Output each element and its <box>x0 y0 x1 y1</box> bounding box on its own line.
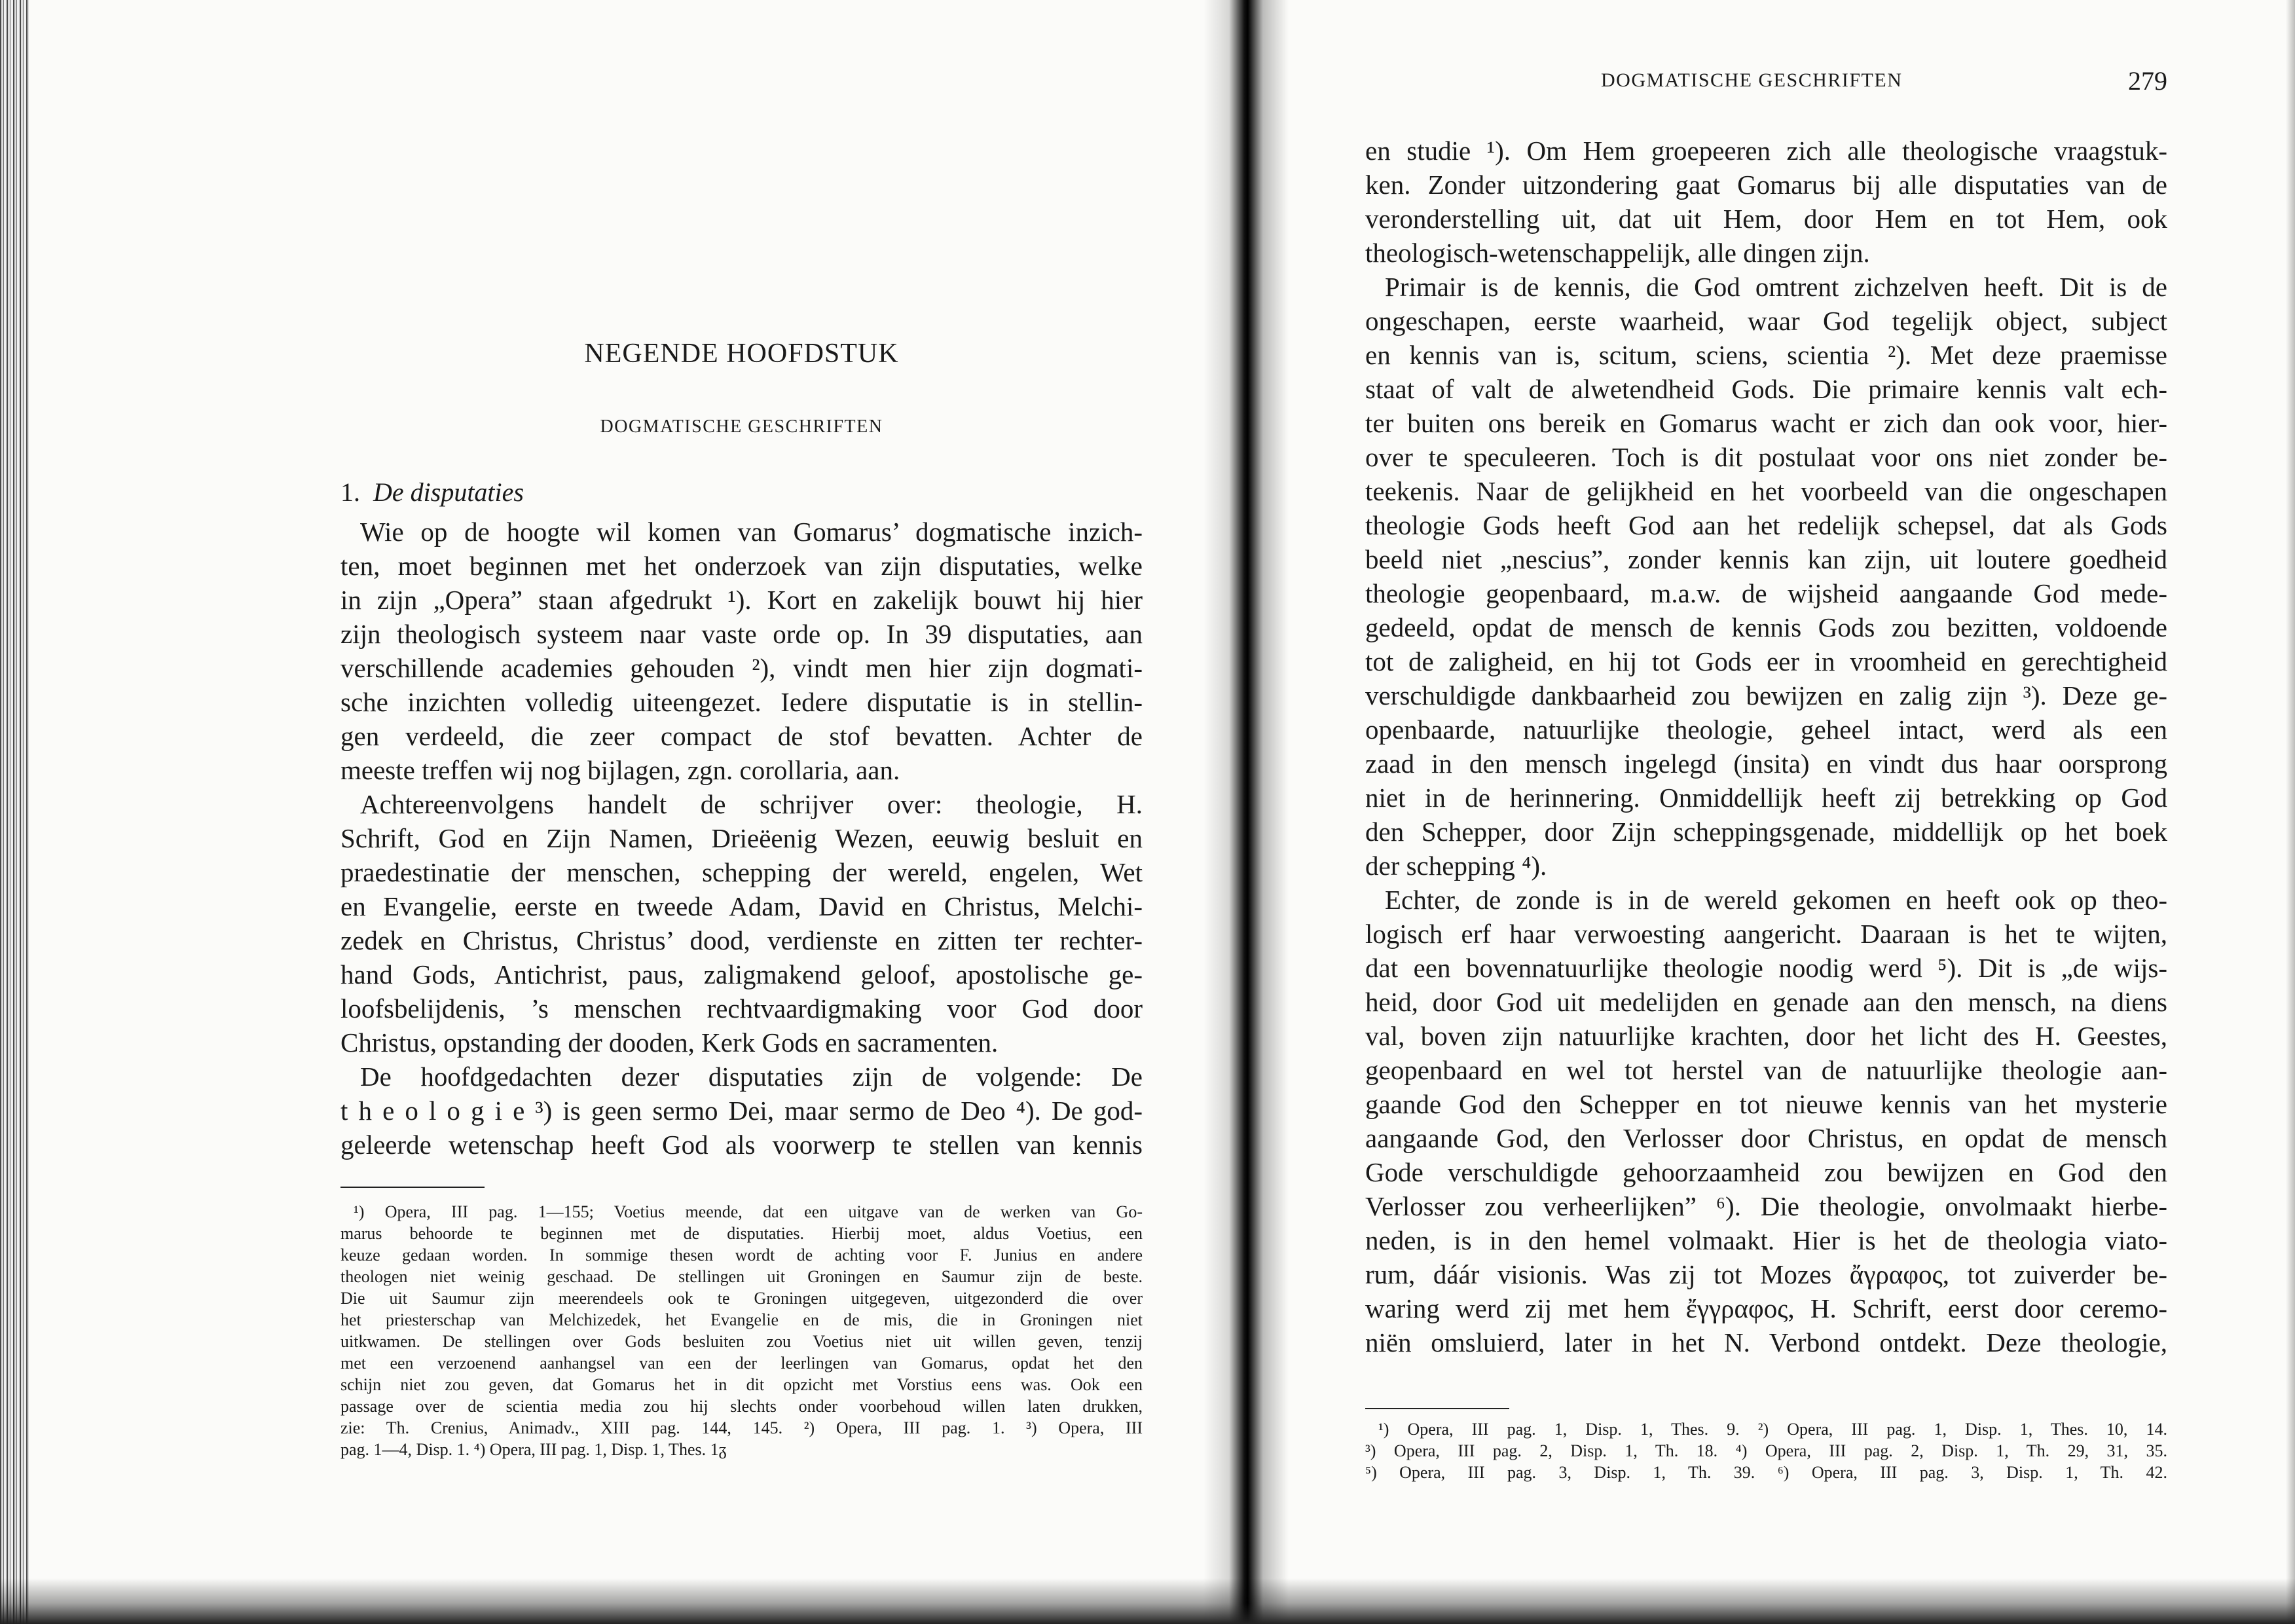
body-line: beeld niet „nescius”, zonder kennis kan zijn, uit loutere goedheid <box>1365 544 2167 574</box>
body-line: zijn theologisch systeem naar vaste orde op. In 39 disputaties, aan <box>340 619 1143 649</box>
body-line: t h e o l o g i e ³) is geen sermo Dei, maar sermo de Deo ⁴). De god- <box>340 1096 1143 1126</box>
body-line: gaande God den Schepper en tot nieuwe kennis van het mysterie <box>1365 1089 2167 1119</box>
body-line: Verlosser zou verheerlijken” ⁶). Die theologie, onvolmaakt hierbe- <box>1365 1191 2167 1221</box>
body-line: ken. Zonder uitzondering gaat Gomarus bij alle disputaties van de <box>1365 170 2167 200</box>
body-line: den Schepper, door Zijn scheppingsgenade, middellijk op het boek <box>1365 817 2167 847</box>
footnote-line: ¹) Opera, III pag. 1, Disp. 1, Thes. 9. ²) Opera, III pag. 1, Disp. 1, Thes. 10, 14. <box>1378 1420 2167 1439</box>
section-title: DOGMATISCHE GESCHRIFTEN <box>600 416 883 437</box>
left-footnotes <box>340 1201 1143 1460</box>
subheading-text: De disputaties <box>373 477 524 507</box>
body-line: gen verdeeld, die zeer compact de stof bevatten. Achter de <box>340 721 1143 751</box>
body-line: logisch erf haar verwoesting aangericht. Daaraan is het te wijten, <box>1365 919 2167 949</box>
right-page-edge <box>2286 0 2295 1624</box>
body-line: rum, dáár visionis. Was zij tot Mozes ἄγραφος, tot zuiverder be- <box>1365 1259 2167 1289</box>
body-line: ongeschapen, eerste waarheid, waar God tegelijk object, subject <box>1365 306 2167 336</box>
body-line: Echter, de zonde is in de wereld gekomen en heeft ook op theo- <box>1385 885 2167 915</box>
left-page-edge <box>0 0 29 1624</box>
footnote-line: ⁵) Opera, III pag. 3, Disp. 1, Th. 39. ⁶) Opera, III pag. 3, Disp. 1, Th. 42. <box>1365 1463 2167 1482</box>
body-line: heid, door God uit medelijden en genade aan den mensch, na diens <box>1365 987 2167 1017</box>
body-line: val, boven zijn natuurlijke krachten, door het licht des H. Geestes, <box>1365 1021 2167 1051</box>
body-line: gedeeld, opdat de mensch de kennis Gods zou bezitten, voldoende <box>1365 612 2167 642</box>
footnote-line: pag. 1—4, Disp. 1. ⁴) Opera, III pag. 1, Disp. 1, Thes. 1ᵹ <box>340 1440 727 1459</box>
body-line: staat of valt de alwetendheid Gods. Die primaire kennis valt ech- <box>1365 374 2167 404</box>
body-line: aangaande God, den Verlosser door Christus, en opdat de mensch <box>1365 1123 2167 1153</box>
body-line: Wie op de hoogte wil komen van Gomarus’ dogmatische inzich- <box>360 517 1143 547</box>
body-line: ten, moet beginnen met het onderzoek van zijn disputaties, welke <box>340 551 1143 581</box>
body-line: theologie geopenbaard, m.a.w. de wijsheid aangaande God mede- <box>1365 578 2167 608</box>
body-line: praedestinatie der menschen, schepping der wereld, engelen, Wet <box>340 857 1143 887</box>
footnote-line: ³) Opera, III pag. 2, Disp. 1, Th. 18. ⁴) Opera, III pag. 2, Disp. 1, Th. 29, 31, 35. <box>1365 1441 2167 1460</box>
body-line: hand Gods, Antichrist, paus, zaligmakend geloof, apostolische ge- <box>340 959 1143 989</box>
body-line: en studie ¹). Om Hem groepeeren zich alle theologische vraagstuk- <box>1365 136 2167 166</box>
body-line: Schrift, God en Zijn Namen, Drieëenig Wezen, eeuwig besluit en <box>340 823 1143 853</box>
body-line: tot de zaligheid, en hij tot Gods eer in vroomheid en gerechtigheid <box>1365 646 2167 676</box>
body-line: loofsbelijdenis, ’s menschen rechtvaardigmaking voor God door <box>340 993 1143 1024</box>
body-line: theologie Gods heeft God aan het redelijk schepsel, dat als Gods <box>1365 510 2167 540</box>
body-line: De hoofdgedachten dezer disputaties zijn de volgende: De <box>360 1061 1143 1092</box>
footnote-line: met een verzoenend aanhangsel van een der leerlingen van Gomarus, opdat het den <box>340 1354 1143 1373</box>
footnote-rule <box>1365 1408 1509 1409</box>
body-line: niet in de herinnering. Onmiddellijk heeft zij betrekking op God <box>1365 783 2167 813</box>
body-line: Primair is de kennis, die God omtrent zichzelven heeft. Dit is de <box>1385 272 2167 302</box>
body-line: zedek en Christus, Christus’ dood, verdienste en zitten ter rechter- <box>340 925 1143 955</box>
body-line: dat een bovennatuurlijke theologie noodig werd ⁵). Dit is „de wijs- <box>1365 953 2167 983</box>
body-line: Gode verschuldigde gehoorzaamheid zou bewijzen en God den <box>1365 1157 2167 1187</box>
footnote-line: schijn niet zou geven, dat Gomarus het in dit opzicht met Vorstius eens was. Ook een <box>340 1375 1143 1394</box>
body-line: geleerde wetenschap heeft God als voorwerp te stellen van kennis <box>340 1130 1143 1160</box>
footnote-line: theologen niet weinig geschaad. De stellingen uit Groningen en Saumur zijn de beste. <box>340 1267 1143 1286</box>
body-line: over te speculeeren. Toch is dit postulaat voor ons niet zonder be- <box>1365 442 2167 472</box>
page-number: 279 <box>2128 66 2167 96</box>
body-line: verschuldigde dankbaarheid zou bewijzen en zalig zijn ³). Deze ge- <box>1365 680 2167 710</box>
chapter-title: NEGENDE HOOFDSTUK <box>584 339 899 369</box>
book-gutter <box>1203 0 1289 1624</box>
body-line: neden, is in den hemel volmaakt. Hier is het de theologia viato- <box>1365 1225 2167 1255</box>
body-line: geopenbaard en wel tot herstel van de natuurlijke theologie aan- <box>1365 1055 2167 1085</box>
body-line: theologisch-wetenschappelijk, alle dingen zijn. <box>1365 238 1870 268</box>
body-line: Achtereenvolgens handelt de schrijver over: theologie, H. <box>360 789 1143 819</box>
subheading-number: 1. <box>340 477 360 507</box>
bottom-edge-shadow <box>0 1578 2295 1624</box>
body-line: veronderstelling uit, dat uit Hem, door Hem en tot Hem, ook <box>1365 204 2167 234</box>
footnote-line: het priesterschap van Melchizedek, het Evangelie en de mis, die in Groningen niet <box>340 1310 1143 1329</box>
body-line: Christus, opstanding der dooden, Kerk Gods en sacramenten. <box>340 1027 999 1058</box>
body-line: openbaarde, natuurlijke theologie, geheel intact, werd als een <box>1365 714 2167 745</box>
right-footnotes <box>1365 1418 2167 1483</box>
footnote-rule <box>340 1187 485 1188</box>
body-line: en kennis van is, scitum, sciens, scientia ²). Met deze praemisse <box>1365 340 2167 370</box>
footnote-line: ¹) Opera, III pag. 1—155; Voetius meende, dat een uitgave van de werken van Go- <box>354 1202 1143 1221</box>
footnote-line: zie: Th. Crenius, Animadv., XIII pag. 144, 145. ²) Opera, III pag. 1. ³) Opera, III <box>340 1418 1143 1437</box>
left-body-text <box>340 515 1143 1162</box>
body-line: teekenis. Naar de gelijkheid en het voorbeeld van die ongeschapen <box>1365 476 2167 506</box>
body-line: waring werd zij met hem ἔγγραφος, H. Schrift, eerst door ceremo- <box>1365 1293 2167 1323</box>
footnote-line: passage over de scientia media zou hij slechts onder voorbehoud willen laten drukken, <box>340 1397 1143 1416</box>
footnote-line: Die uit Saumur zijn meerendeels ook te Groningen uitgegeven, uitgezonderd die over <box>340 1289 1143 1308</box>
body-line: verschillende academies gehouden ²), vindt men hier zijn dogmati- <box>340 653 1143 683</box>
footnote-line: marus behoorde te beginnen met de disputaties. Hierbij moet, aldus Voetius, een <box>340 1224 1143 1243</box>
footnote-line: uitkwamen. De stellingen over Gods besluiten zou Voetius niet uit willen geven, tenzij <box>340 1332 1143 1351</box>
body-line: zaad in den mensch ingelegd (insita) en vindt dus haar oorsprong <box>1365 748 2167 779</box>
running-head: DOGMATISCHE GESCHRIFTEN <box>1601 69 1903 91</box>
right-body-text <box>1365 134 2167 1359</box>
body-line: ter buiten ons bereik en Gomarus wacht er zich dan ook voor, hier- <box>1365 408 2167 438</box>
footnote-line: keuze gedaan worden. In sommige thesen wordt de achting voor F. Junius en andere <box>340 1246 1143 1264</box>
body-line: niën omsluierd, later in het N. Verbond ontdekt. Deze theologie, <box>1365 1327 2167 1357</box>
subheading <box>340 477 524 507</box>
body-line: der schepping ⁴). <box>1365 851 1547 881</box>
body-line: sche inzichten volledig uiteengezet. Iedere disputatie is in stellin- <box>340 687 1143 717</box>
body-line: en Evangelie, eerste en tweede Adam, David en Christus, Melchi- <box>340 891 1143 921</box>
body-line: in zijn „Opera” staan afgedrukt ¹). Kort en zakelijk bouwt hij hier <box>340 585 1143 615</box>
body-line: meeste treffen wij nog bijlagen, zgn. corollaria, aan. <box>340 755 900 785</box>
